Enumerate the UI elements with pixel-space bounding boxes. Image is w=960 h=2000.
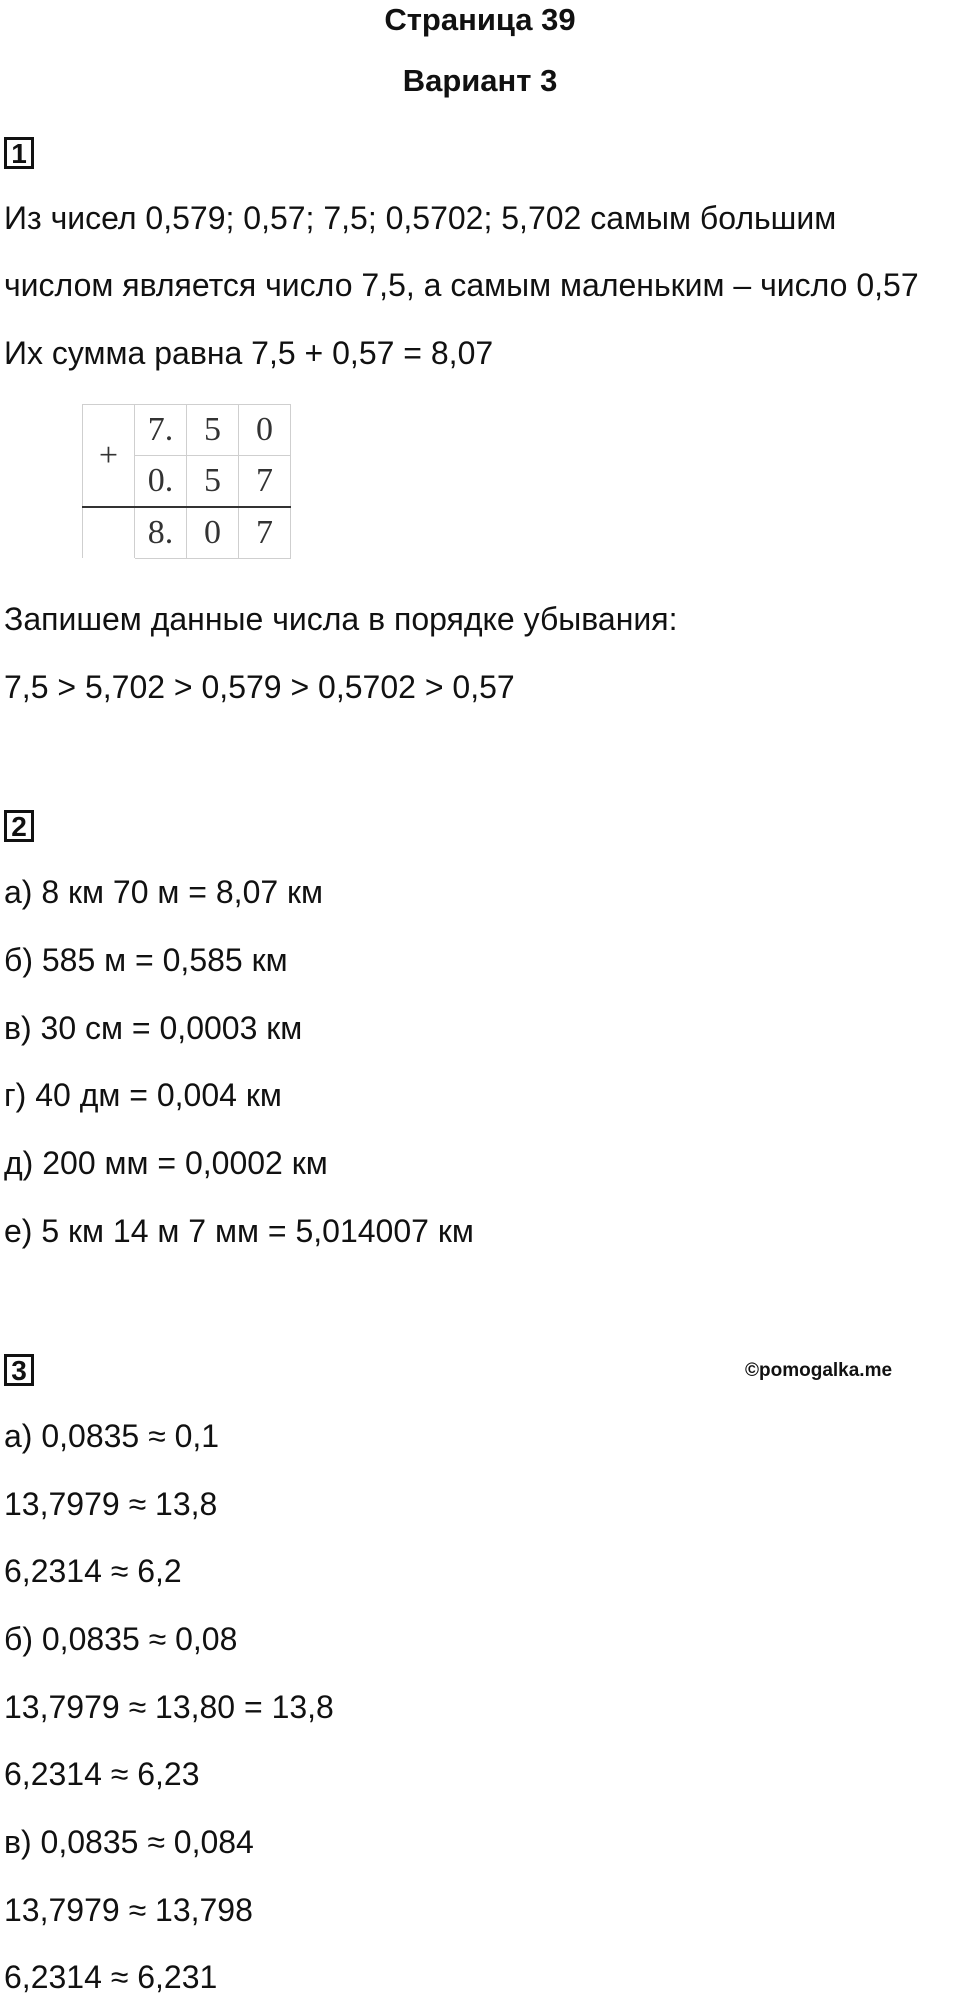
- task-3-line-1: а) 0,0835 ≈ 0,1: [4, 1418, 220, 1454]
- task-2-line-5: д) 200 мм = 0,0002 км: [4, 1145, 328, 1181]
- addition-result-row: [83, 507, 291, 559]
- watermark: ©pomogalka.me: [745, 1360, 893, 1381]
- task-3-line-8: 13,7979 ≈ 13,798: [4, 1892, 253, 1928]
- task-3-line-6: 6,2314 ≈ 6,23: [4, 1756, 200, 1792]
- task-1-number: 1: [4, 137, 34, 169]
- task-3-line-7: в) 0,0835 ≈ 0,084: [4, 1824, 254, 1860]
- task-3-line-9: 6,2314 ≈ 6,231: [4, 1959, 218, 1995]
- order-intro: Запишем данные числа в порядке убывания:: [4, 601, 678, 637]
- plus-sign: +: [83, 405, 135, 508]
- task-1-line-1: Из чисел 0,579; 0,57; 7,5; 0,5702; 5,702 самым большим: [4, 200, 837, 236]
- task-1-line-2: числом является число 7,5, а самым маленьким – число 0,57: [4, 267, 919, 303]
- order-result: 7,5 > 5,702 > 0,579 > 0,5702 > 0,57: [4, 669, 515, 705]
- task-2-line-2: б) 585 м = 0,585 км: [4, 942, 288, 978]
- task-3-line-2: 13,7979 ≈ 13,8: [4, 1486, 218, 1522]
- column-addition: [82, 404, 291, 559]
- task-2-line-1: а) 8 км 70 м = 8,07 км: [4, 874, 324, 910]
- digit-cell: 5: [187, 456, 239, 508]
- digit-cell: 0: [239, 405, 291, 456]
- task-3-line-3: 6,2314 ≈ 6,2: [4, 1553, 182, 1589]
- digit-cell: 7.: [135, 405, 187, 456]
- page-title: Страница 39: [384, 2, 576, 37]
- digit-cell: 5: [187, 405, 239, 456]
- task-3-line-4: б) 0,0835 ≈ 0,08: [4, 1621, 238, 1657]
- task-2-line-3: в) 30 см = 0,0003 км: [4, 1010, 303, 1046]
- addition-row-1: [83, 405, 291, 456]
- digit-cell: 7: [239, 507, 291, 559]
- task-2-number: 2: [4, 810, 34, 842]
- task-1-line-3: Их сумма равна 7,5 + 0,57 = 8,07: [4, 335, 494, 371]
- digit-cell: 0.: [135, 456, 187, 508]
- task-3-number: 3: [4, 1354, 34, 1386]
- digit-cell: 0: [187, 507, 239, 559]
- task-2-line-6: е) 5 км 14 м 7 мм = 5,014007 км: [4, 1213, 474, 1249]
- digit-cell: 8.: [135, 507, 187, 559]
- task-2-line-4: г) 40 дм = 0,004 км: [4, 1077, 282, 1113]
- empty-cell: [83, 507, 135, 559]
- task-3-line-5: 13,7979 ≈ 13,80 = 13,8: [4, 1689, 334, 1725]
- variant-title: Вариант 3: [402, 63, 558, 98]
- digit-cell: 7: [239, 456, 291, 508]
